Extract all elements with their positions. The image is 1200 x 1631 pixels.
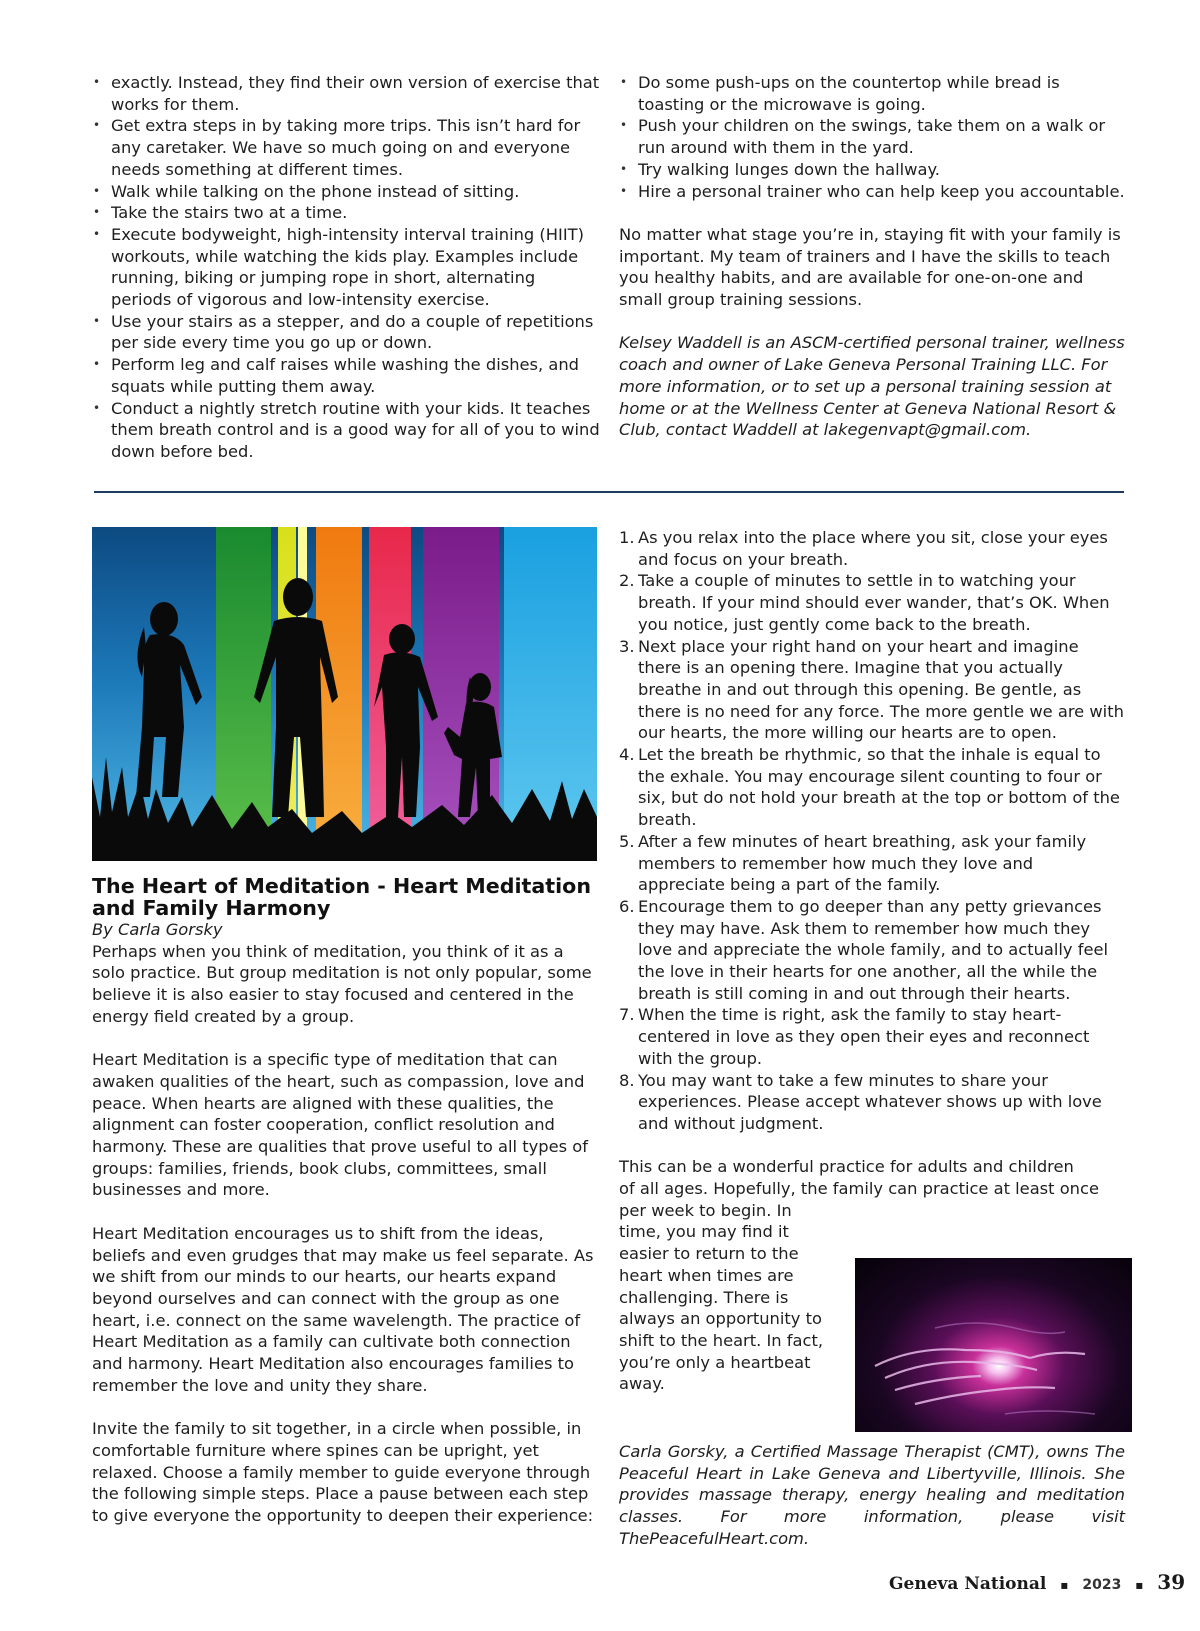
- list-item: • Use your stairs as a stepper, and do a couple of repetitions per side every time you go up or down.: [92, 311, 600, 354]
- list-item: • Perform leg and calf raises while washing the dishes, and squats while putting them away.: [92, 354, 600, 397]
- step-text: Take a couple of minutes to settle in to watching your breath. If your mind should ever wander, that’s OK. When you notice, just gently come back to the breath.: [638, 571, 1110, 634]
- closing-line: challenging. There is: [619, 1287, 789, 1307]
- closing-line: time, you may find it: [619, 1222, 789, 1242]
- step-number: 7.: [619, 1005, 635, 1025]
- publication-name: Geneva National: [889, 1574, 1047, 1594]
- exercise-tips-bullets-continued: [619, 72, 1125, 202]
- step-item: [619, 744, 1125, 831]
- author-bio-waddell: Kelsey Waddell is an ASCM-certified personal trainer, wellness coach and owner of Lake Geneva Personal Training LLC. For more information, or to set up a personal training session at home or at the Wellness Center at Geneva National Resort & Club, contact Waddell at lakegenvapt@gmail.com.: [619, 333, 1125, 440]
- step-number: 4.: [619, 745, 635, 765]
- footer-separator-2: ▪: [1135, 1578, 1144, 1592]
- exercise-tips-bullets: [92, 115, 600, 462]
- step-item: [619, 831, 1125, 896]
- article-paragraph: Heart Meditation encourages us to shift from the ideas, beliefs and even grudges that may make us feel separate. As we shift from our minds to our hearts, our hearts expand beyond ourselves and can connect with the group as one heart, i.e. connect on the same wavelength. The practice of Heart Meditation as a family can cultivate both connection and harmony. Heart Meditation also encourages families to remember the love and unity they share.: [92, 1223, 594, 1395]
- list-item: • Try walking lunges down the hallway.: [619, 159, 1125, 181]
- list-item: • Walk while talking on the phone instead of sitting.: [92, 181, 600, 203]
- author-bio-gorsky-wrap: [619, 1441, 1125, 1550]
- list-item: • Hire a personal trainer who can help keep you accountable.: [619, 181, 1125, 203]
- closing-line: This can be a wonderful practice for adults and children: [619, 1157, 1074, 1177]
- closing-line: away.: [619, 1374, 665, 1394]
- step-text: Encourage them to go deeper than any petty grievances they may have. Ask them to remember how much they love and appreciate the whole family, and to actually feel the love in their hearts for one another, all the while the breath is still coming in and out through their hearts.: [638, 896, 1109, 1003]
- article-byline: By Carla Gorsky: [92, 920, 223, 939]
- closing-line: shift to the heart. In fact,: [619, 1331, 824, 1350]
- issue-year: 2023: [1082, 1577, 1122, 1593]
- step-item: [619, 896, 1125, 1005]
- article-paragraph: Invite the family to sit together, in a circle when possible, in comfortable furniture where spines can be upright, yet relaxed. Choose a family member to guide everyone through the following simple steps. Place a pause between each step to give everyone the opportunity to deepen their experience:: [92, 1419, 594, 1525]
- footer: [889, 1572, 1185, 1597]
- closing-paragraph: No matter what stage you’re in, staying fit with your family is important. My team of trainers and I have the skills to teach you healthy habits, and are available for one-on-one and small group training sessions.: [619, 224, 1121, 310]
- closing-line: you’re only a heartbeat: [619, 1352, 811, 1372]
- list-item: • Do some push-ups on the countertop while bread is toasting or the microwave is going.: [619, 72, 1125, 115]
- step-number: 5.: [619, 831, 635, 851]
- family-silhouette-image: [92, 527, 597, 861]
- step-item: [619, 1004, 1125, 1069]
- closing-line: of all ages. Hopefully, the family can practice at least once: [619, 1179, 1099, 1199]
- step-text: Let the breath be rhythmic, so that the inhale is equal to the exhale. You may encourage silent counting to four or six, but do not hold your breath at the top or bottom of the breath.: [638, 745, 1120, 830]
- section-divider: [94, 491, 1124, 493]
- step-number: 3.: [619, 636, 635, 656]
- meditation-steps-list: [619, 527, 1125, 1135]
- step-text: After a few minutes of heart breathing, ask your family members to remember how much they love and appreciate being a part of the family.: [638, 831, 1087, 895]
- step-item: [619, 527, 1125, 570]
- exercise-tips-list: [92, 72, 600, 115]
- step-text: As you relax into the place where you sit, close your eyes and focus on your breath.: [638, 528, 1108, 569]
- closing-line: easier to return to the: [619, 1244, 799, 1264]
- step-text: When the time is right, ask the family to stay heart-centered in love as they open their eyes and reconnect with the group.: [638, 1005, 1090, 1068]
- article-title: The Heart of Meditation - Heart Meditation and Family Harmony: [92, 874, 591, 920]
- article-paragraph: Heart Meditation is a specific type of meditation that can awaken qualities of the heart, such as compassion, love and peace. When hearts are aligned with these qualities, the alignment can foster cooperation, conflict resolution and harmony. These are qualities that prove useful to all types of groups: families, friends, book clubs, committees, small businesses and more.: [92, 1050, 588, 1200]
- step-number: 6.: [619, 896, 635, 916]
- step-number: 8.: [619, 1070, 635, 1090]
- closing-line: always an opportunity to: [619, 1309, 822, 1329]
- step-item: [619, 636, 1125, 745]
- page-number: 39: [1157, 1570, 1186, 1594]
- closing-line: heart when times are: [619, 1265, 794, 1285]
- step-number: 2.: [619, 571, 635, 591]
- list-item: • Push your children on the swings, take them on a walk or run around with them in the yard.: [619, 115, 1125, 158]
- top-left-column: [92, 72, 600, 463]
- article-paragraph: Perhaps when you think of meditation, you think of it as a solo practice. But group meditation is not only popular, some believe it is also easier to stay focused and centered in the energy field created by a group.: [92, 941, 592, 1026]
- step-item: [619, 570, 1125, 635]
- article-body: [92, 941, 600, 1527]
- step-text: You may want to take a few minutes to share your experiences. Please accept whatever shows up with love and without judgment.: [638, 1070, 1102, 1133]
- glowing-hands-image: [855, 1258, 1132, 1432]
- family-silhouette-icon: [92, 527, 597, 861]
- list-item: • Get extra steps in by taking more trips. This isn’t hard for any caretaker. We have so much going on and everyone needs something at different times.: [92, 115, 600, 180]
- list-item: • Execute bodyweight, high-intensity interval training (HIIT) workouts, while watching the kids play. Examples include running, biking or jumping rope in short, alternating periods of vigorous and low-intensity exercise.: [92, 224, 600, 311]
- footer-separator: ▪: [1060, 1578, 1069, 1592]
- list-item-continuation: • exactly. Instead, they find their own version of exercise that works for them.: [92, 72, 600, 115]
- list-item: • Take the stairs two at a time.: [92, 202, 600, 224]
- step-number: 1.: [619, 528, 635, 547]
- step-item: [619, 1070, 1125, 1135]
- author-bio-gorsky: Carla Gorsky, a Certified Massage Therapist (CMT), owns The Peaceful Heart in Lake Geneva and Libertyville, Illinois. She provides massage therapy, energy healing and meditation classes. For more information, please visit ThePeacefulHeart.com.: [619, 1442, 1125, 1548]
- article-left-column: [92, 875, 600, 1527]
- hands-energy-icon: [855, 1258, 1132, 1432]
- top-right-column: [619, 72, 1125, 441]
- closing-line: per week to begin. In: [619, 1200, 792, 1220]
- list-item: • Conduct a nightly stretch routine with your kids. It teaches them breath control and is a good way for all of you to wind down before bed.: [92, 398, 600, 463]
- step-text: Next place your right hand on your heart and imagine there is an opening there. Imagine that you actually breathe in and out through this opening. Be gentle, as there is no need for any force. The more gentle we are with our hearts, the more willing our hearts are to open.: [638, 636, 1124, 743]
